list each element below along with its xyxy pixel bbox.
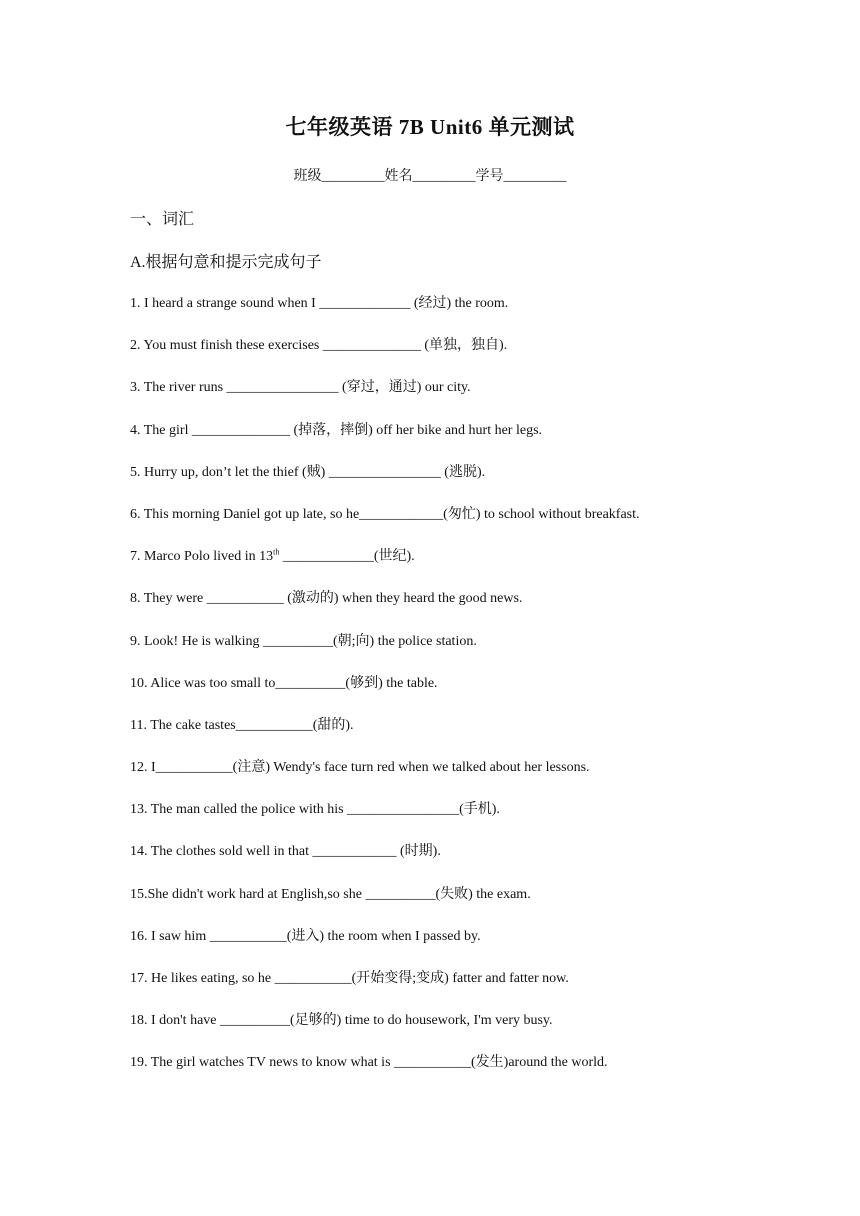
question-list bbox=[130, 293, 770, 1095]
question-17: 17. He likes eating, so he ___________(开始变得;变成) fatter and fatter now. bbox=[130, 971, 569, 986]
student-info-line: 班级_________姓名_________学号_________ bbox=[293, 169, 567, 184]
question-2: 2. You must finish these exercises ______________ (单独，独自). bbox=[130, 338, 508, 354]
question-18: 18. I don't have __________(足够的) time to do housework, I'm very busy. bbox=[130, 1013, 553, 1029]
question-5: 5. Hurry up, don’t let the thief (贼) ________________ (逃脱). bbox=[130, 464, 486, 480]
question-7 bbox=[130, 546, 770, 588]
question-3: 3. The river runs ________________ (穿过，通过) our city. bbox=[130, 380, 471, 396]
question-1: 1. I heard a strange sound when I _____________ (经过) the room. bbox=[130, 296, 509, 311]
question-16: 16. I saw him ___________(进入) the room when I passed by. bbox=[130, 928, 481, 944]
question-14: 14. The clothes sold well in that ____________ (时期). bbox=[130, 844, 441, 860]
page-title: 七年级英语 7B Unit6 单元测试 bbox=[285, 115, 575, 139]
question-9: 9. Look! He is walking __________(朝;向) the police station. bbox=[130, 633, 477, 649]
question-10: 10. Alice was too small to__________(够到) the table. bbox=[130, 675, 438, 691]
question-4: 4. The girl ______________ (掉落，摔倒) off her bike and hurt her legs. bbox=[130, 422, 543, 438]
section-a-heading: A.根据句意和提示完成句子 bbox=[130, 254, 322, 271]
question-11: 11. The cake tastes___________(甜的). bbox=[130, 717, 354, 733]
question-12: 12. I___________(注意) Wendy's face turn red when we talked about her lessons. bbox=[130, 760, 590, 776]
question-6: 6. This morning Daniel got up late, so he____________(匆忙) to school without breakfast. bbox=[130, 506, 640, 522]
question-7-text-before: 7. Marco Polo lived in 13 bbox=[130, 549, 274, 565]
question-19: 19. The girl watches TV news to know what is ___________(发生)around the world. bbox=[130, 1055, 608, 1071]
question-15: 15.She didn't work hard at English,so she __________(失败) the exam. bbox=[130, 886, 531, 902]
section-heading-vocabulary: 一、词汇 bbox=[130, 211, 195, 228]
question-7-text-after: _____________(世纪). bbox=[279, 549, 415, 565]
question-8: 8. They were ___________ (激动的) when they heard the good news. bbox=[130, 591, 523, 607]
question-13: 13. The man called the police with his ________________(手机). bbox=[130, 802, 500, 818]
question-7-superscript: th bbox=[273, 547, 280, 557]
